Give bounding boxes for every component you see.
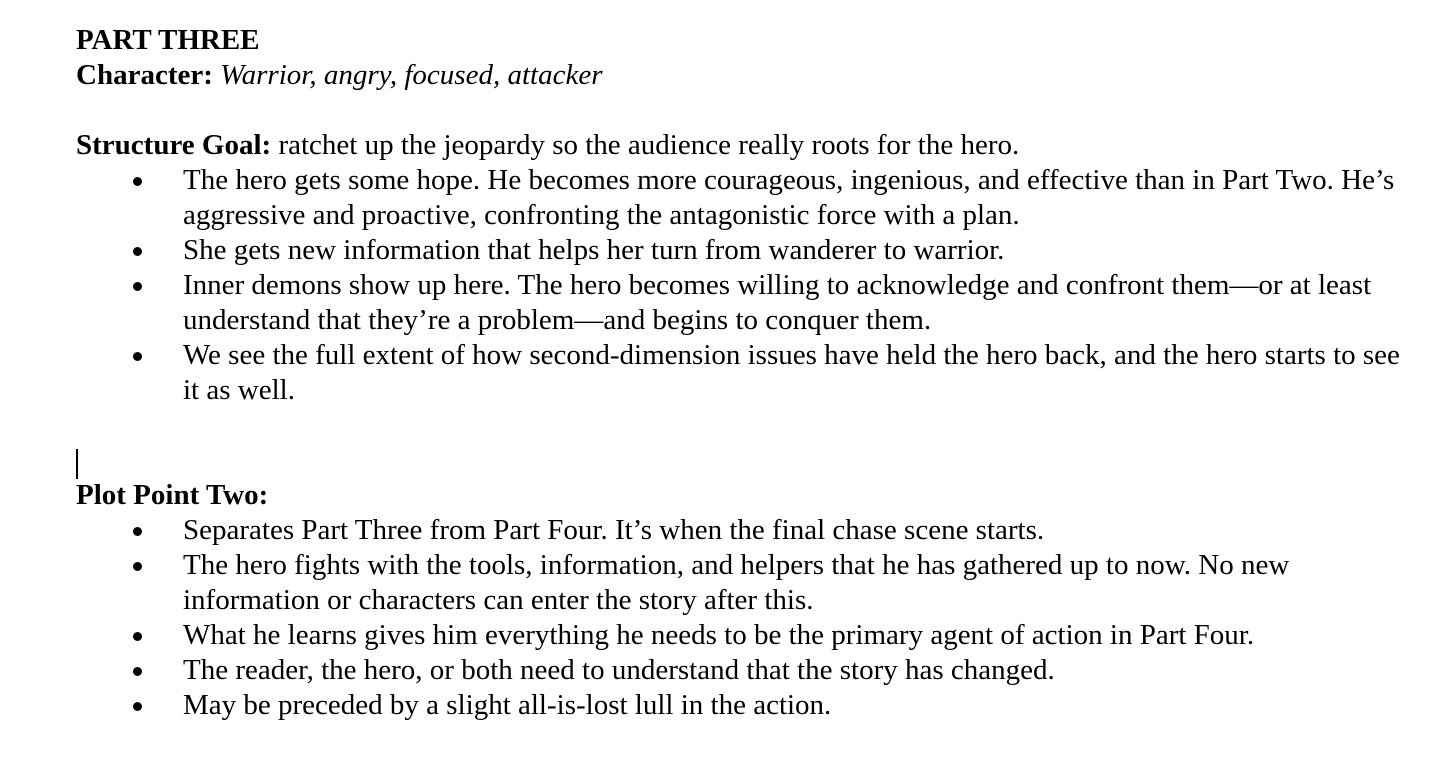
bullet-icon [133,527,142,536]
structure-goal-text: ratchet up the jeopardy so the audience really roots for the hero. [278,129,1020,161]
list-item [76,268,1416,338]
bullet-icon [133,352,142,361]
list-item [76,513,1416,548]
document-page[interactable] [76,23,1416,723]
list-item [76,653,1416,688]
list-item [76,548,1416,618]
bullet-icon [133,282,142,291]
list-item [76,618,1416,653]
list-item [76,163,1416,233]
bullet-icon [133,667,142,676]
bullet-icon [133,702,142,711]
list-item-text: May be preceded by a slight all-is-lost lull in the action. [183,689,832,721]
list-item [76,338,1416,408]
structure-goal-list [76,163,1416,408]
list-item-text: The hero fights with the tools, information, and helpers that he has gathered up to now. No new information or characters can enter the story after this. [183,549,1290,616]
structure-goal-label: Structure Goal: [76,129,272,161]
blank-line [76,93,1416,128]
part-title: PART THREE [76,24,260,56]
text-cursor-icon [76,449,78,479]
character-label: Character: [76,59,213,91]
cursor-line[interactable] [76,443,1416,478]
bullet-icon [133,562,142,571]
plot-point-two-list [76,513,1416,723]
plot-point-two-label: Plot Point Two: [76,479,269,511]
list-item-text: She gets new information that helps her turn from wanderer to warrior. [183,234,1005,266]
list-item-text: We see the full extent of how second-dimension issues have held the hero back, and the hero starts to see it as well. [183,339,1400,406]
bullet-icon [133,247,142,256]
list-item-text: What he learns gives him everything he needs to be the primary agent of action in Part Four. [183,619,1255,651]
list-item [76,233,1416,268]
blank-line [76,408,1416,443]
list-item-text: The reader, the hero, or both need to understand that the story has changed. [183,654,1055,686]
list-item-text: The hero gets some hope. He becomes more courageous, ingenious, and effective than in Part Two. He’s aggressive and proactive, confronting the antagonistic force with a plan. [183,164,1395,231]
list-item-text: Inner demons show up here. The hero becomes willing to acknowledge and confront them—or at least understand that they’re a problem—and begins to conquer them. [183,269,1372,336]
list-item [76,688,1416,723]
character-value: Warrior, angry, focused, attacker [220,59,603,91]
structure-goal-line [76,128,1416,163]
list-item-text: Separates Part Three from Part Four. It’s when the final chase scene starts. [183,514,1045,546]
character-line [76,58,1416,93]
plot-point-two-line [76,478,1416,513]
bullet-icon [133,632,142,641]
bullet-icon [133,177,142,186]
